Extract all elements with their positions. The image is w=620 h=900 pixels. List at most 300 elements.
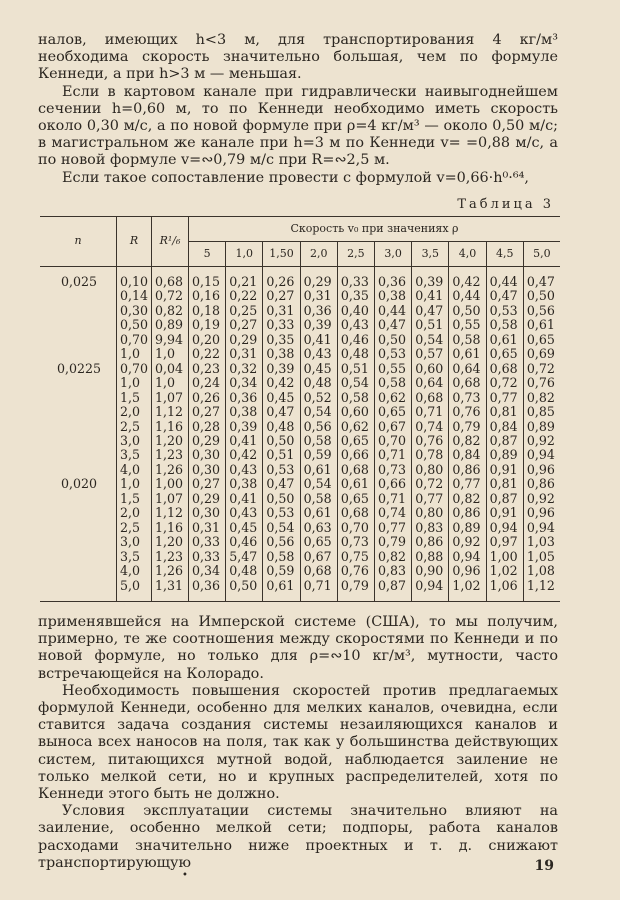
cell-velocity: 0,76 bbox=[337, 564, 374, 578]
cell-velocity: 0,47 bbox=[375, 318, 412, 332]
cell-velocity: 1,00 bbox=[486, 550, 523, 564]
cell-velocity: 0,75 bbox=[337, 550, 374, 564]
cell-velocity: 0,89 bbox=[449, 521, 486, 535]
table-row bbox=[40, 506, 560, 520]
table-row bbox=[40, 448, 560, 462]
header-rho-cell: 3,5 bbox=[412, 242, 449, 267]
cell-velocity: 0,56 bbox=[300, 420, 337, 434]
cell-velocity: 0,58 bbox=[486, 318, 523, 332]
cell-velocity: 0,89 bbox=[523, 420, 560, 434]
cell-velocity: 0,54 bbox=[412, 333, 449, 347]
table-row bbox=[40, 405, 560, 419]
cell-velocity: 0,23 bbox=[189, 362, 226, 376]
cell-velocity: 0,61 bbox=[300, 463, 337, 477]
cell-r16: 0,89 bbox=[152, 318, 189, 332]
cell-velocity: 0,78 bbox=[412, 448, 449, 462]
cell-velocity: 0,53 bbox=[263, 463, 300, 477]
paragraph: Если такое сопоставление провести с формулой v=0,66·h⁰·⁶⁴, bbox=[62, 169, 529, 186]
cell-velocity: 5,47 bbox=[226, 550, 263, 564]
cell-velocity: 0,38 bbox=[226, 477, 263, 491]
cell-velocity: 0,26 bbox=[189, 391, 226, 405]
table-row bbox=[40, 579, 560, 602]
cell-velocity: 0,38 bbox=[375, 289, 412, 303]
cell-velocity: 0,43 bbox=[226, 463, 263, 477]
cell-velocity: 0,55 bbox=[375, 362, 412, 376]
header-r: R bbox=[117, 217, 152, 267]
cell-r: 0,14 bbox=[117, 289, 152, 303]
cell-velocity: 0,36 bbox=[226, 391, 263, 405]
cell-velocity: 0,41 bbox=[226, 434, 263, 448]
table-row bbox=[40, 376, 560, 390]
cell-velocity: 0,31 bbox=[263, 304, 300, 318]
cell-velocity: 0,29 bbox=[226, 333, 263, 347]
cell-velocity: 0,27 bbox=[189, 405, 226, 419]
cell-r: 3,0 bbox=[117, 535, 152, 549]
paragraph: налов, имеющих h<3 м, для транспортирования 4 кг/м³ необходима скорость значительно большая, чем по формуле Кеннеди, а при h>3 м — меньшая. bbox=[38, 32, 558, 83]
cell-velocity: 0,76 bbox=[449, 405, 486, 419]
cell-velocity: 0,82 bbox=[523, 391, 560, 405]
cell-velocity: 0,47 bbox=[486, 289, 523, 303]
cell-velocity: 0,77 bbox=[449, 477, 486, 491]
cell-r16: 1,12 bbox=[152, 405, 189, 419]
cell-velocity: 0,68 bbox=[300, 564, 337, 578]
cell-velocity: 1,12 bbox=[523, 579, 560, 602]
cell-velocity: 0,58 bbox=[337, 391, 374, 405]
cell-velocity: 0,68 bbox=[449, 376, 486, 390]
cell-velocity: 0,36 bbox=[300, 304, 337, 318]
cell-n: 0,020 bbox=[60, 476, 98, 492]
cell-velocity: 0,30 bbox=[189, 506, 226, 520]
cell-velocity: 0,41 bbox=[226, 492, 263, 506]
table-row bbox=[40, 347, 560, 361]
cell-velocity: 0,79 bbox=[449, 420, 486, 434]
cell-velocity: 0,69 bbox=[523, 347, 560, 361]
cell-velocity: 0,50 bbox=[226, 579, 263, 602]
cell-velocity: 0,94 bbox=[486, 521, 523, 535]
paragraph: применявшейся на Имперской системе (США), то мы получим, примерно, те же соотношения между скоростями по Кеннеди и по новой формуле, но только для ρ=∾10 кг/м³, мутности, часто встречающейся на Колорадо. bbox=[38, 614, 558, 682]
cell-velocity: 0,71 bbox=[300, 579, 337, 602]
cell-velocity: 0,50 bbox=[523, 289, 560, 303]
cell-velocity: 0,71 bbox=[375, 448, 412, 462]
cell-velocity: 0,62 bbox=[337, 420, 374, 434]
table-row bbox=[40, 434, 560, 448]
cell-velocity: 0,54 bbox=[337, 376, 374, 390]
cell-n bbox=[40, 391, 117, 405]
cell-velocity: 0,15 bbox=[189, 267, 226, 290]
cell-velocity: 0,87 bbox=[486, 434, 523, 448]
table-caption: Таблица 3 bbox=[457, 197, 554, 212]
cell-velocity: 0,35 bbox=[263, 333, 300, 347]
cell-n bbox=[40, 448, 117, 462]
cell-n bbox=[40, 463, 117, 477]
table-row bbox=[40, 304, 560, 318]
cell-velocity: 0,48 bbox=[263, 420, 300, 434]
cell-velocity: 0,76 bbox=[523, 376, 560, 390]
cell-n bbox=[40, 434, 117, 448]
cell-velocity: 0,46 bbox=[226, 535, 263, 549]
cell-velocity: 0,26 bbox=[263, 267, 300, 290]
cell-velocity: 0,38 bbox=[226, 405, 263, 419]
cell-r16: 1,26 bbox=[152, 463, 189, 477]
cell-velocity: 0,47 bbox=[412, 304, 449, 318]
cell-velocity: 0,22 bbox=[226, 289, 263, 303]
cell-velocity: 0,44 bbox=[375, 304, 412, 318]
cell-velocity: 0,27 bbox=[226, 318, 263, 332]
cell-r16: 1,26 bbox=[152, 564, 189, 578]
cell-velocity: 0,56 bbox=[263, 535, 300, 549]
cell-velocity: 0,44 bbox=[449, 289, 486, 303]
cell-r: 2,0 bbox=[117, 405, 152, 419]
cell-r: 2,5 bbox=[117, 521, 152, 535]
cell-velocity: 1,03 bbox=[523, 535, 560, 549]
cell-velocity: 0,29 bbox=[189, 492, 226, 506]
table-row bbox=[40, 420, 560, 434]
paragraph: Условия эксплуатации системы значительно влияют на заиление, особенно мелкой сети; подпоры, работа каналов расходами значительно ниже проектных и т. д. снижают транспортирующую bbox=[38, 803, 558, 871]
cell-velocity: 0,67 bbox=[300, 550, 337, 564]
cell-velocity: 0,31 bbox=[300, 289, 337, 303]
cell-velocity: 0,94 bbox=[523, 521, 560, 535]
cell-n bbox=[40, 492, 117, 506]
cell-r: 3,5 bbox=[117, 448, 152, 462]
cell-r: 5,0 bbox=[117, 579, 152, 602]
cell-velocity: 0,45 bbox=[263, 391, 300, 405]
header-r16: R¹/₆ bbox=[152, 217, 189, 267]
table-row bbox=[40, 521, 560, 535]
cell-r16: 1,20 bbox=[152, 535, 189, 549]
cell-velocity: 0,41 bbox=[300, 333, 337, 347]
cell-velocity: 0,34 bbox=[189, 564, 226, 578]
cell-velocity: 0,72 bbox=[486, 376, 523, 390]
cell-velocity: 0,27 bbox=[189, 477, 226, 491]
cell-velocity: 0,87 bbox=[486, 492, 523, 506]
cell-velocity: 0,68 bbox=[412, 391, 449, 405]
cell-n bbox=[40, 579, 117, 602]
cell-r: 0,30 bbox=[117, 304, 152, 318]
header-rho-cell: 3,0 bbox=[375, 242, 412, 267]
cell-velocity: 0,41 bbox=[412, 289, 449, 303]
cell-velocity: 0,58 bbox=[300, 492, 337, 506]
table-row bbox=[40, 267, 560, 290]
cell-velocity: 0,86 bbox=[449, 463, 486, 477]
cell-velocity: 0,54 bbox=[300, 477, 337, 491]
paragraph: Если в картовом канале при гидравлически наивыгоднейшем сечении h=0,60 м, то по Кеннеди необходимо иметь скорость около 0,30 м/с, а по новой формуле при ρ=4 кг/м³ — около 0,50 м/с; в магистральном же канале при h=3 м по Кеннеди v= =0,88 м/с, а по новой формуле v=∾0,79 м/с при R=∾2,5 м. bbox=[38, 83, 558, 169]
cell-velocity: 0,42 bbox=[226, 448, 263, 462]
cell-velocity: 1,02 bbox=[486, 564, 523, 578]
cell-velocity: 0,70 bbox=[375, 434, 412, 448]
page-number: 19 bbox=[534, 858, 554, 874]
header-rho-cell: 2,5 bbox=[337, 242, 374, 267]
cell-velocity: 0,34 bbox=[226, 376, 263, 390]
cell-r16: 1,07 bbox=[152, 391, 189, 405]
top-text bbox=[38, 32, 558, 187]
cell-velocity: 0,90 bbox=[412, 564, 449, 578]
cell-velocity: 0,48 bbox=[226, 564, 263, 578]
cell-r16: 1,00 bbox=[152, 477, 189, 491]
cell-velocity: 0,39 bbox=[412, 267, 449, 290]
cell-r16: 1,0 bbox=[152, 376, 189, 390]
cell-velocity: 0,48 bbox=[337, 347, 374, 361]
cell-velocity: 0,30 bbox=[189, 463, 226, 477]
cell-velocity: 0,40 bbox=[337, 304, 374, 318]
cell-r16: 0,82 bbox=[152, 304, 189, 318]
cell-velocity: 0,80 bbox=[412, 463, 449, 477]
cell-r16: 1,12 bbox=[152, 506, 189, 520]
cell-velocity: 0,61 bbox=[300, 506, 337, 520]
cell-velocity: 0,68 bbox=[486, 362, 523, 376]
cell-velocity: 0,77 bbox=[412, 492, 449, 506]
cell-velocity: 0,59 bbox=[263, 564, 300, 578]
cell-r16: 9,94 bbox=[152, 333, 189, 347]
cell-r16: 0,72 bbox=[152, 289, 189, 303]
cell-velocity: 0,27 bbox=[263, 289, 300, 303]
header-rho-cell: 5,0 bbox=[523, 242, 560, 267]
cell-n bbox=[40, 405, 117, 419]
cell-velocity: 1,08 bbox=[523, 564, 560, 578]
cell-velocity: 0,71 bbox=[412, 405, 449, 419]
cell-velocity: 0,96 bbox=[523, 506, 560, 520]
cell-velocity: 0,57 bbox=[412, 347, 449, 361]
cell-r: 1,0 bbox=[117, 477, 152, 491]
cell-velocity: 0,82 bbox=[375, 550, 412, 564]
cell-velocity: 0,92 bbox=[523, 492, 560, 506]
cell-n bbox=[40, 333, 117, 347]
cell-n: 0,025 bbox=[60, 274, 98, 289]
cell-velocity: 0,51 bbox=[337, 362, 374, 376]
cell-velocity: 0,30 bbox=[189, 448, 226, 462]
cell-velocity: 0,35 bbox=[337, 289, 374, 303]
cell-velocity: 1,05 bbox=[523, 550, 560, 564]
cell-n bbox=[40, 506, 117, 520]
cell-r16: 1,0 bbox=[152, 347, 189, 361]
cell-velocity: 0,68 bbox=[337, 506, 374, 520]
cell-velocity: 0,79 bbox=[337, 579, 374, 602]
cell-velocity: 0,83 bbox=[412, 521, 449, 535]
cell-velocity: 0,54 bbox=[300, 405, 337, 419]
cell-velocity: 0,80 bbox=[412, 506, 449, 520]
cell-velocity: 0,96 bbox=[449, 564, 486, 578]
cell-n bbox=[40, 535, 117, 549]
table-row bbox=[40, 318, 560, 332]
cell-r: 0,70 bbox=[117, 362, 152, 376]
cell-velocity: 0,55 bbox=[449, 318, 486, 332]
cell-r: 3,0 bbox=[117, 434, 152, 448]
cell-velocity: 0,60 bbox=[412, 362, 449, 376]
table-row bbox=[40, 535, 560, 549]
cell-velocity: 0,94 bbox=[449, 550, 486, 564]
cell-velocity: 0,86 bbox=[523, 477, 560, 491]
cell-velocity: 0,65 bbox=[523, 333, 560, 347]
cell-velocity: 0,58 bbox=[449, 333, 486, 347]
cell-velocity: 0,36 bbox=[375, 267, 412, 290]
cell-velocity: 0,39 bbox=[263, 362, 300, 376]
cell-velocity: 0,43 bbox=[226, 506, 263, 520]
cell-velocity: 0,65 bbox=[375, 405, 412, 419]
cell-velocity: 0,44 bbox=[486, 267, 523, 290]
table-row bbox=[40, 333, 560, 347]
cell-velocity: 0,42 bbox=[449, 267, 486, 290]
cell-velocity: 0,56 bbox=[523, 304, 560, 318]
cell-velocity: 0,50 bbox=[263, 492, 300, 506]
table-row bbox=[40, 477, 560, 491]
cell-velocity: 0,77 bbox=[486, 391, 523, 405]
cell-velocity: 0,73 bbox=[449, 391, 486, 405]
cell-velocity: 1,02 bbox=[449, 579, 486, 602]
cell-velocity: 0,16 bbox=[189, 289, 226, 303]
cell-velocity: 0,65 bbox=[337, 492, 374, 506]
velocity-table bbox=[40, 216, 560, 602]
cell-velocity: 0,50 bbox=[263, 434, 300, 448]
bottom-text bbox=[38, 614, 558, 872]
cell-n bbox=[40, 521, 117, 535]
cell-velocity: 0,62 bbox=[375, 391, 412, 405]
cell-velocity: 0,58 bbox=[375, 376, 412, 390]
cell-velocity: 0,65 bbox=[300, 535, 337, 549]
cell-r: 2,0 bbox=[117, 506, 152, 520]
cell-velocity: 0,36 bbox=[189, 579, 226, 602]
cell-velocity: 0,38 bbox=[263, 347, 300, 361]
cell-velocity: 0,77 bbox=[375, 521, 412, 535]
cell-velocity: 0,31 bbox=[226, 347, 263, 361]
header-rho-cell: 1,0 bbox=[226, 242, 263, 267]
cell-velocity: 0,25 bbox=[226, 304, 263, 318]
table-row bbox=[40, 550, 560, 564]
cell-velocity: 0,24 bbox=[189, 376, 226, 390]
cell-velocity: 0,33 bbox=[189, 535, 226, 549]
cell-velocity: 0,60 bbox=[337, 405, 374, 419]
cell-n bbox=[40, 550, 117, 564]
cell-velocity: 0,86 bbox=[449, 506, 486, 520]
cell-r16: 0,04 bbox=[152, 362, 189, 376]
cell-n bbox=[40, 304, 117, 318]
cell-velocity: 0,32 bbox=[226, 362, 263, 376]
cell-velocity: 0,84 bbox=[449, 448, 486, 462]
table-row bbox=[40, 492, 560, 506]
cell-velocity: 0,46 bbox=[337, 333, 374, 347]
cell-velocity: 0,21 bbox=[226, 267, 263, 290]
cell-velocity: 0,22 bbox=[189, 347, 226, 361]
header-rho-cell: 4,5 bbox=[486, 242, 523, 267]
cell-velocity: 0,19 bbox=[189, 318, 226, 332]
cell-velocity: 0,86 bbox=[412, 535, 449, 549]
table-row bbox=[40, 463, 560, 477]
cell-velocity: 0,82 bbox=[449, 492, 486, 506]
cell-velocity: 0,33 bbox=[189, 550, 226, 564]
table-row bbox=[40, 391, 560, 405]
cell-r: 0,10 bbox=[117, 267, 152, 290]
cell-n bbox=[40, 347, 117, 361]
cell-velocity: 0,61 bbox=[486, 333, 523, 347]
cell-r: 0,50 bbox=[117, 318, 152, 332]
cell-velocity: 0,50 bbox=[375, 333, 412, 347]
cell-velocity: 0,28 bbox=[189, 420, 226, 434]
cell-velocity: 0,33 bbox=[337, 267, 374, 290]
cell-velocity: 0,20 bbox=[189, 333, 226, 347]
cell-r: 0,70 bbox=[117, 333, 152, 347]
header-rho-cell: 2,0 bbox=[300, 242, 337, 267]
cell-velocity: 0,67 bbox=[375, 420, 412, 434]
cell-r16: 1,07 bbox=[152, 492, 189, 506]
cell-velocity: 0,74 bbox=[375, 506, 412, 520]
cell-velocity: 0,45 bbox=[226, 521, 263, 535]
cell-n bbox=[40, 564, 117, 578]
table-row bbox=[40, 289, 560, 303]
cell-velocity: 0,65 bbox=[337, 434, 374, 448]
cell-velocity: 0,81 bbox=[486, 405, 523, 419]
cell-velocity: 0,66 bbox=[375, 477, 412, 491]
cell-velocity: 0,61 bbox=[263, 579, 300, 602]
cell-r: 1,0 bbox=[117, 347, 152, 361]
cell-velocity: 0,39 bbox=[226, 420, 263, 434]
cell-velocity: 0,72 bbox=[523, 362, 560, 376]
cell-velocity: 0,51 bbox=[263, 448, 300, 462]
cell-velocity: 0,72 bbox=[412, 477, 449, 491]
cell-r: 4,0 bbox=[117, 564, 152, 578]
cell-velocity: 0,94 bbox=[523, 448, 560, 462]
cell-velocity: 0,79 bbox=[375, 535, 412, 549]
cell-velocity: 0,84 bbox=[486, 420, 523, 434]
cell-velocity: 0,59 bbox=[300, 448, 337, 462]
cell-n bbox=[40, 289, 117, 303]
cell-velocity: 0,33 bbox=[263, 318, 300, 332]
cell-velocity: 0,52 bbox=[300, 391, 337, 405]
header-group: Скорость v₀ при значениях ρ bbox=[189, 217, 561, 242]
cell-velocity: 0,51 bbox=[412, 318, 449, 332]
cell-velocity: 0,76 bbox=[412, 434, 449, 448]
header-rho-cell: 5 bbox=[189, 242, 226, 267]
cell-velocity: 0,18 bbox=[189, 304, 226, 318]
cell-n bbox=[40, 376, 117, 390]
cell-n: 0,0225 bbox=[56, 360, 102, 376]
cell-velocity: 0,91 bbox=[486, 463, 523, 477]
cell-velocity: 0,71 bbox=[375, 492, 412, 506]
cell-velocity: 0,53 bbox=[486, 304, 523, 318]
cell-velocity: 0,82 bbox=[449, 434, 486, 448]
cell-velocity: 0,65 bbox=[486, 347, 523, 361]
cell-r: 1,5 bbox=[117, 391, 152, 405]
cell-r16: 1,16 bbox=[152, 521, 189, 535]
cell-velocity: 0,58 bbox=[300, 434, 337, 448]
cell-velocity: 0,43 bbox=[300, 347, 337, 361]
cell-velocity: 0,64 bbox=[449, 362, 486, 376]
cell-velocity: 0,42 bbox=[263, 376, 300, 390]
cell-velocity: 0,73 bbox=[375, 463, 412, 477]
cell-r16: 1,16 bbox=[152, 420, 189, 434]
cell-velocity: 0,39 bbox=[300, 318, 337, 332]
cell-velocity: 0,61 bbox=[523, 318, 560, 332]
cell-velocity: 0,89 bbox=[486, 448, 523, 462]
cell-velocity: 0,58 bbox=[263, 550, 300, 564]
cell-n bbox=[40, 318, 117, 332]
cell-velocity: 0,74 bbox=[412, 420, 449, 434]
cell-velocity: 0,81 bbox=[486, 477, 523, 491]
cell-velocity: 0,85 bbox=[523, 405, 560, 419]
cell-velocity: 0,64 bbox=[412, 376, 449, 390]
cell-velocity: 0,70 bbox=[337, 521, 374, 535]
cell-velocity: 0,53 bbox=[375, 347, 412, 361]
cell-r16: 0,68 bbox=[152, 267, 189, 290]
cell-velocity: 0,45 bbox=[300, 362, 337, 376]
cell-r16: 1,23 bbox=[152, 550, 189, 564]
cell-velocity: 0,88 bbox=[412, 550, 449, 564]
cell-velocity: 0,68 bbox=[337, 463, 374, 477]
paragraph: Необходимость повышения скоростей против предлагаемых формулой Кеннеди, особенно для мелких каналов, очевидна, если ставится задача создания системы незаиляющихся каналов и выноса всех наносов на поля, так как у большинства действующих систем, питающихся мутной водой, наблюдается заиление не только мелкой сети, но и крупных распределителей, хотя по Кеннеди этого быть не должно. bbox=[38, 682, 558, 803]
cell-velocity: 0,94 bbox=[412, 579, 449, 602]
cell-velocity: 0,87 bbox=[375, 579, 412, 602]
cell-r: 2,5 bbox=[117, 420, 152, 434]
table-body bbox=[40, 267, 560, 602]
header-n: n bbox=[40, 217, 117, 267]
cell-velocity: 0,31 bbox=[189, 521, 226, 535]
